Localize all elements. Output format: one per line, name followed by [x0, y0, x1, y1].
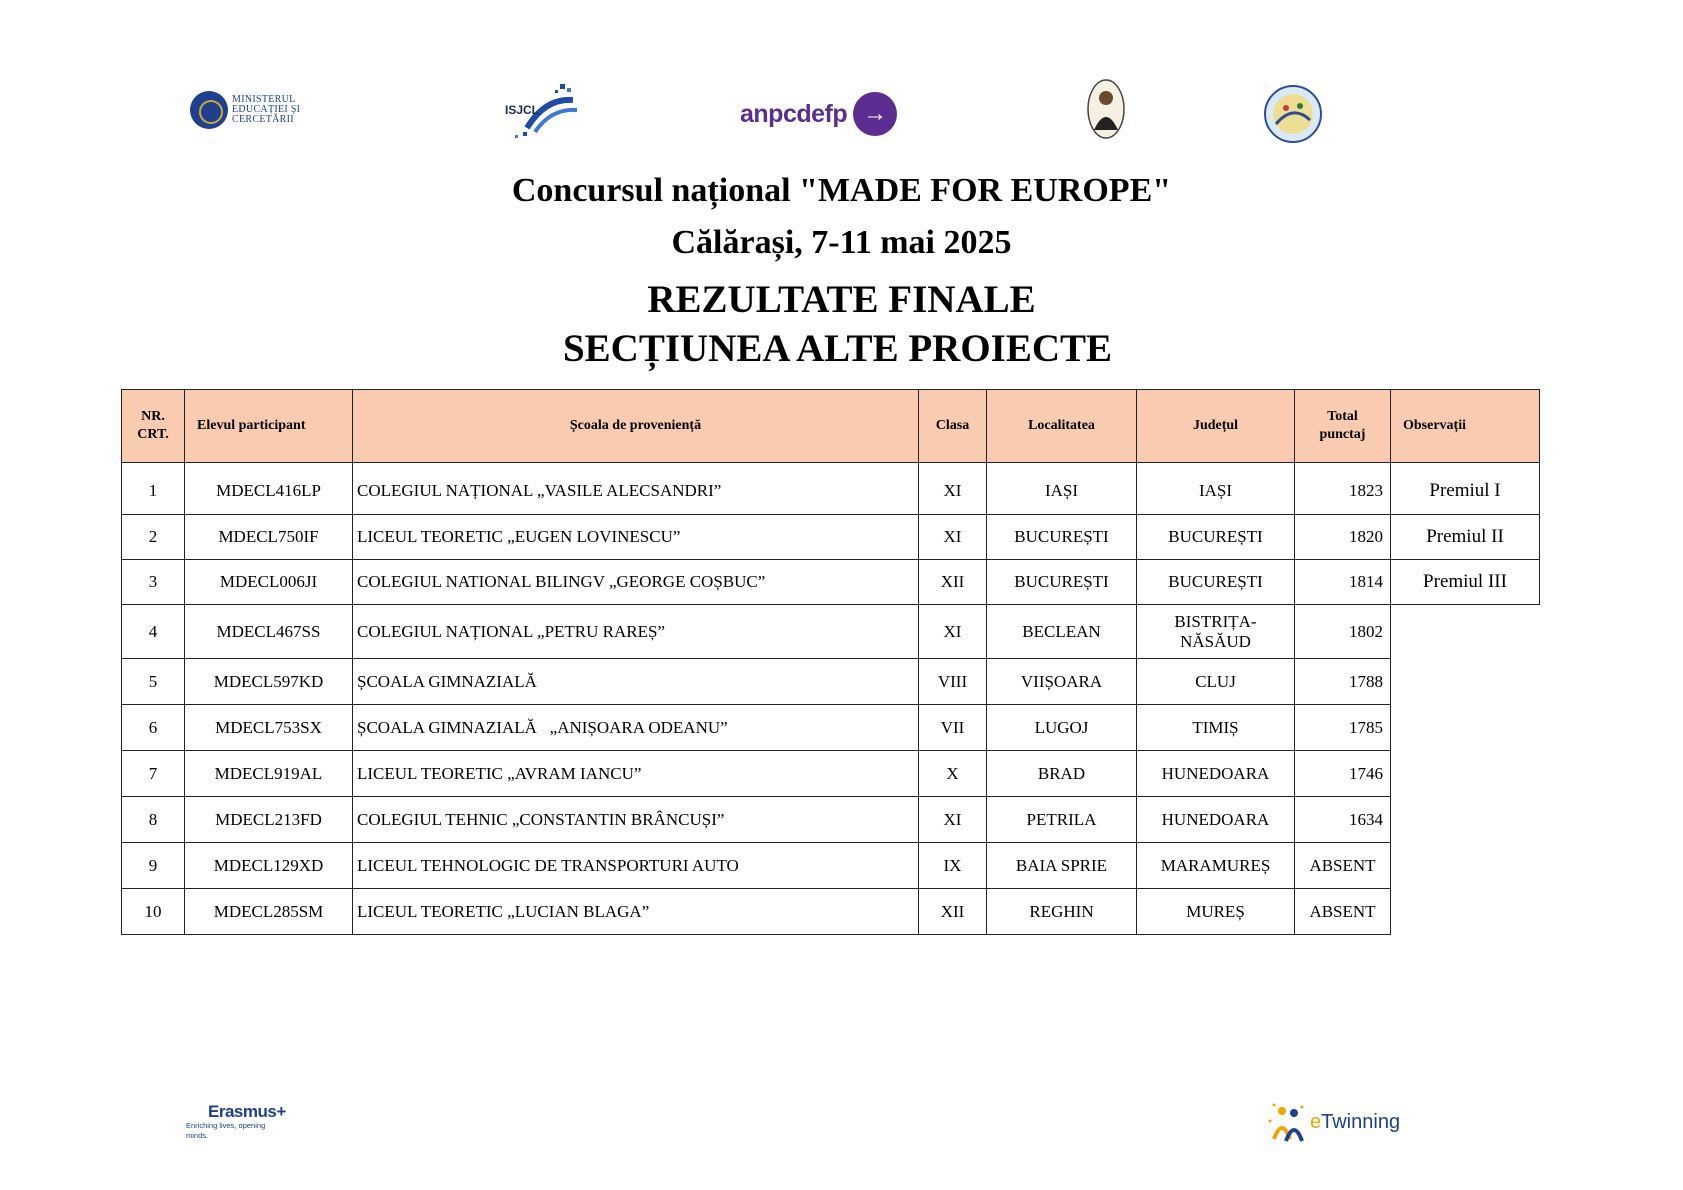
etwinning-logo	[1268, 1100, 1418, 1144]
isjcl-logo	[505, 80, 585, 140]
table-row: 10 MDECL285SM LICEUL TEORETIC „LUCIAN BLAGA” XII REGHIN MUREȘ ABSENT	[122, 889, 1540, 935]
col-header-nr: NR. CRT.	[122, 390, 185, 463]
col-header-judet: Județul	[1137, 390, 1295, 463]
table-row: 7 MDECL919AL LICEUL TEORETIC „AVRAM IANCU” X BRAD HUNEDOARA 1746	[122, 751, 1540, 797]
etwinning-logo-text: eTwinning	[1310, 1110, 1401, 1133]
competition-logo	[1262, 84, 1324, 144]
erasmus-logo-text: Erasmus+	[208, 1102, 286, 1121]
table-row: 2 MDECL750IF LICEUL TEORETIC „EUGEN LOVINESCU” XI BUCUREȘTI BUCUREȘTI 1820 Premiul II	[122, 515, 1540, 560]
table-row: 8 MDECL213FD COLEGIUL TEHNIC „CONSTANTIN BRÂNCUȘI” XI PETRILA HUNEDOARA 1634	[122, 797, 1540, 843]
table-row: 5 MDECL597KD ȘCOALA GIMNAZIALĂ VIII VIIȘOARA CLUJ 1788	[122, 659, 1540, 705]
anpcdefp-arrow-icon: →	[853, 92, 897, 136]
col-header-clasa: Clasa	[919, 390, 987, 463]
section-heading: SECȚIUNEA ALTE PROIECTE	[562, 327, 1113, 370]
col-header-localitate: Localitatea	[987, 390, 1137, 463]
ministry-logo	[190, 88, 310, 132]
col-header-total: Total punctaj	[1295, 390, 1391, 463]
col-header-observatii: Observații	[1391, 390, 1540, 463]
ministry-seal-icon	[190, 91, 228, 129]
contest-location-date: Călărași, 7-11 mai 2025	[671, 224, 1012, 261]
isjcl-logo-text: ISJCL	[505, 103, 540, 117]
anpcdefp-logo-text: anpcdefp	[740, 99, 848, 128]
table-row: 9 MDECL129XD LICEUL TEHNOLOGIC DE TRANSPORTURI AUTO IX BAIA SPRIE MARAMUREȘ ABSENT	[122, 843, 1540, 889]
contest-title: Concursul național "MADE FOR EUROPE"	[511, 172, 1172, 209]
portrait-seal-logo	[1086, 78, 1126, 140]
table-header-row	[122, 390, 1540, 463]
erasmus-tagline: Enriching lives, opening minds.	[186, 1121, 266, 1140]
etwinning-figures-icon	[1268, 1101, 1308, 1143]
table-row: 4 MDECL467SS COLEGIUL NAȚIONAL „PETRU RAREȘ” XI BECLEAN BISTRIȚA- NĂSĂUD 1802	[122, 605, 1540, 659]
anpcdefp-logo	[740, 92, 910, 136]
results-heading: REZULTATE FINALE	[647, 278, 1036, 321]
col-header-elev: Elevul participant	[185, 390, 353, 463]
col-header-scoala: Școala de proveniență	[353, 390, 919, 463]
table-row: 6 MDECL753SX ȘCOALA GIMNAZIALĂ „ANIȘOARA ODEANU” VII LUGOJ TIMIȘ 1785	[122, 705, 1540, 751]
erasmus-logo	[186, 1102, 286, 1140]
table-row: 1 MDECL416LP COLEGIUL NAȚIONAL „VASILE ALECSANDRI” XI IAȘI IAȘI 1823 Premiul I	[122, 469, 1540, 515]
ministry-logo-text: MINISTERUL EDUCAȚIEI ȘI CERCETĂRII	[232, 94, 301, 125]
table-row: 3 MDECL006JI COLEGIUL NATIONAL BILINGV „GEORGE COȘBUC” XII BUCUREȘTI BUCUREȘTI 1814 Premiul III	[122, 560, 1540, 605]
results-table	[121, 389, 1540, 935]
